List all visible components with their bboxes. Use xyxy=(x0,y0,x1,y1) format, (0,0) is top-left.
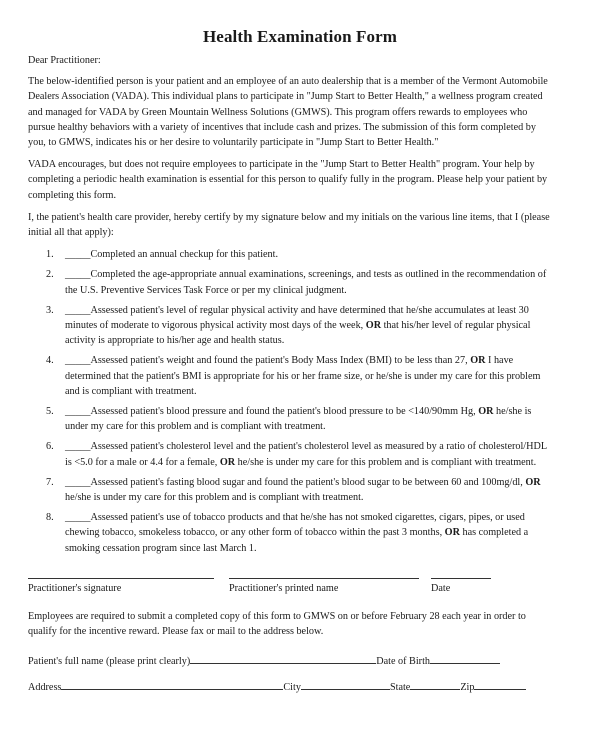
item-text: _____Completed the age-appropriate annual examinations, screenings, and tests as outlined in the recommendation of the U.S. Preventive Services Task Force or per my clinical judgment. xyxy=(65,269,547,296)
item-text-cont: he/she is under my care for this problem and is compliant with treatment. xyxy=(65,492,364,504)
greeting: Dear Practitioner: xyxy=(28,55,101,66)
item-text-cont: I have determined that the patient's BMI is appropriate for his or her frame size, or he/she is under my care for this problem and is compliant with treatment. xyxy=(65,355,541,397)
practitioner-signature-field[interactable] xyxy=(28,566,214,594)
list-item[interactable] xyxy=(28,267,554,297)
item-number: 8. xyxy=(46,512,54,524)
item-text: _____Assessed patient's cholesterol level and the patient's cholesterol level as measured by a ratio of cholesterol/HDL is <5.0 for a male or 4.4 for a female, xyxy=(65,441,547,468)
list-item[interactable] xyxy=(28,475,554,505)
item-number: 5. xyxy=(46,406,54,418)
date-field[interactable] xyxy=(431,566,491,594)
item-number: 3. xyxy=(46,304,54,316)
item-text-cont: has completed a smoking cessation program since last March 1. xyxy=(65,527,529,554)
list-item[interactable] xyxy=(28,439,554,469)
item-text: _____Assessed patient's use of tobacco products and that he/she has not smoked cigarettes, cigars, pipes, or used chewing tobacco, smokeless tobacco, or any other form of tobacco within the past 3 months, xyxy=(65,512,525,539)
patient-name-input[interactable] xyxy=(190,653,376,664)
form-body xyxy=(28,53,554,561)
submission-note: Employees are required to submit a completed copy of this form to GMWS on or before February 28 each year in order to qualify for the incentive reward. Please fax or mail to the address below. xyxy=(28,611,526,638)
city-label: City xyxy=(283,682,301,693)
practitioner-signature-label: Practitioner's signature xyxy=(28,583,122,594)
item-number: 4. xyxy=(46,355,54,367)
dob-input[interactable] xyxy=(430,653,500,664)
item-text: _____Assessed patient's level of regular physical activity and have determined that he/she accumulates at least 30 minutes of moderate to vigorous physical activity most days of the week, xyxy=(65,304,529,332)
or-keyword: OR xyxy=(525,476,541,488)
state-label: State xyxy=(389,682,411,693)
zip-input[interactable] xyxy=(474,679,526,690)
signature-line xyxy=(28,578,214,579)
practitioner-printed-name-label: Practitioner's printed name xyxy=(229,583,339,594)
item-number: 2. xyxy=(46,269,54,281)
zip-label: Zip xyxy=(460,682,475,693)
item-text: _____Assessed patient's fasting blood sugar and found the patient's blood sugar to be between 60 and 100mg/dl, xyxy=(65,476,526,488)
or-keyword: OR xyxy=(219,456,236,468)
item-text: _____Assessed patient's blood pressure and found the patient's blood pressure to be <140/90mm Hg, xyxy=(65,406,479,418)
list-item[interactable] xyxy=(28,510,554,556)
item-text: _____Completed an annual checkup for this patient. xyxy=(65,249,279,261)
or-keyword: OR xyxy=(444,527,460,539)
certification-paragraph: I, the patient's health care provider, hereby certify by my signature below and my initials on the various line items, that I (please initial all that apply): xyxy=(28,211,550,239)
patient-name-label: Patient's full name (please print clearly) xyxy=(28,656,191,667)
certification-items xyxy=(28,247,554,556)
form-title: Health Examination Form xyxy=(202,27,397,46)
list-item[interactable] xyxy=(28,303,554,349)
signature-row xyxy=(28,566,554,606)
address-label: Address xyxy=(28,682,62,693)
address-row xyxy=(28,679,526,693)
list-item[interactable] xyxy=(28,247,554,262)
or-keyword: OR xyxy=(478,406,494,418)
item-text: _____Assessed patient's weight and found the patient's Body Mass Index (BMI) to be less than 27, xyxy=(65,355,471,367)
patient-name-row xyxy=(28,653,500,667)
item-text-cont: he/she is under my care for this problem and is compliant with treatment. xyxy=(65,406,532,433)
or-keyword: OR xyxy=(365,320,382,332)
date-line xyxy=(431,578,491,579)
item-number: 6. xyxy=(46,441,54,453)
date-label: Date xyxy=(431,583,451,594)
item-text-cont: that his/her level of regular physical activity is appropriate to his/her age and health status. xyxy=(65,320,531,347)
item-text-cont: he/she is under my care for this problem and is compliant with treatment. xyxy=(235,456,537,468)
list-item[interactable] xyxy=(28,404,554,434)
practitioner-printed-name-field[interactable] xyxy=(229,566,419,594)
city-input[interactable] xyxy=(301,679,390,690)
encouragement-paragraph: VADA encourages, but does not require employees to participate in the "Jump Start to Better Health" program. Your help by completing a periodic health examination is essential for this person to qualify fully in the program. Please help your patient by completing this form. xyxy=(28,159,548,201)
or-keyword: OR xyxy=(470,355,486,367)
dob-label: Date of Birth xyxy=(376,656,430,667)
printed-name-line xyxy=(229,578,419,579)
item-number: 7. xyxy=(46,476,54,488)
address-input[interactable] xyxy=(61,679,283,690)
state-input[interactable] xyxy=(410,679,460,690)
intro-paragraph: The below-identified person is your patient and an employee of an auto dealership that is a member of the Vermont Automobile Dealers Association (VADA). This individual plans to participate in "Jump Start to Better Health," a wellness program created and managed for VADA by Green Mountain Wellness Solutions (GMWS). This program offers rewards to employees who pursue healthy behaviors with a variety of incentives that include cash and prizes. The submission of this form completed by you, to GMWS, indicates his or her desire to voluntarily participate in "Jump Start to Better Health." xyxy=(28,76,548,149)
item-number: 1. xyxy=(46,249,54,261)
list-item[interactable] xyxy=(28,353,554,399)
